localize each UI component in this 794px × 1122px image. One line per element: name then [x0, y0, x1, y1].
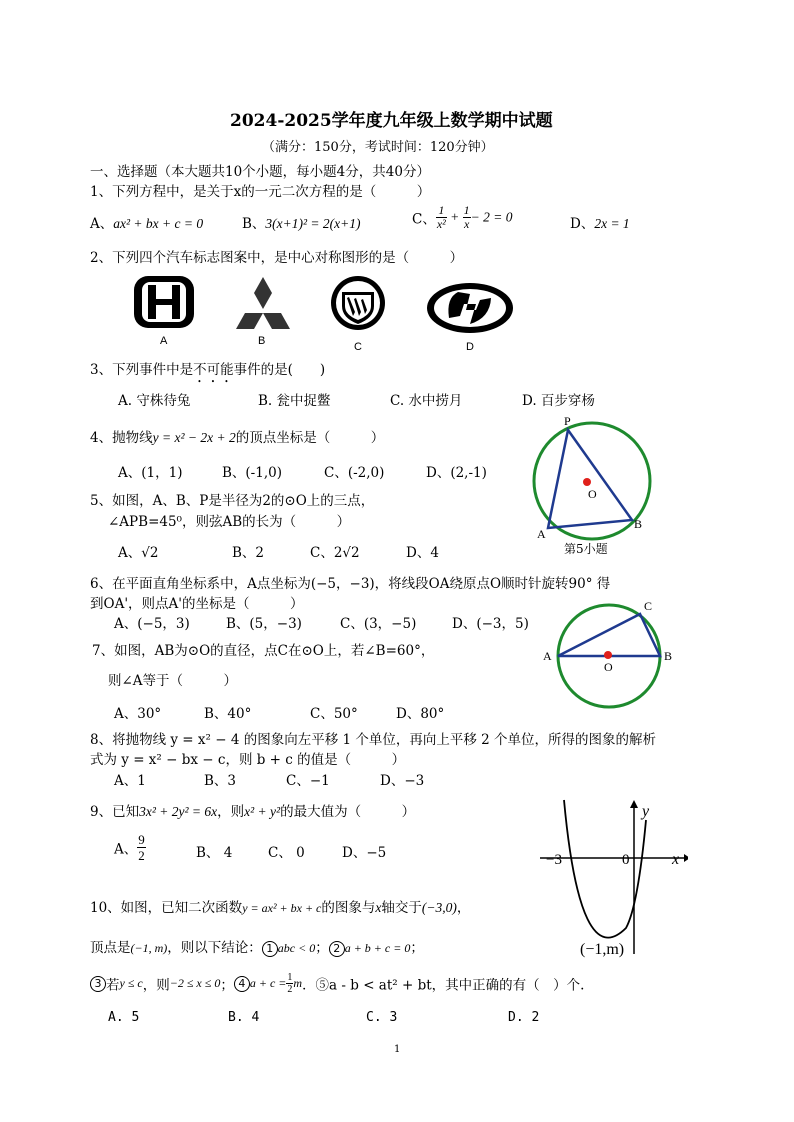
logo-label-c: C — [354, 341, 362, 353]
fig10-label-y: y — [642, 803, 650, 820]
fig5-caption: 第5小题 — [564, 542, 608, 556]
q10-conclusion-3-expr1: y ≤ c — [119, 976, 143, 990]
q10-conclusion-4-after: m — [293, 976, 303, 990]
q10-line1-end: ， — [456, 900, 471, 916]
q6-option-c: C、(3，−5) — [340, 616, 417, 632]
q10-sep-2: ； — [410, 940, 424, 956]
q1-stem: 1、下列方程中，是关于x的一元二次方程的是（ ） — [90, 184, 431, 200]
q4-expr: y = x² − 2x + 2 — [152, 430, 236, 445]
page-title: 2024-2025学年度九年级上数学期中试题 — [230, 111, 553, 131]
q1-option-b-prefix: B、 — [242, 216, 266, 232]
fig7-label-b: B — [664, 649, 673, 663]
fig5-label-p: P — [564, 414, 571, 428]
q9-option-a-prefix: A、 — [114, 841, 138, 858]
fig5-circle — [534, 423, 650, 539]
q6-option-b: B、(5，−3) — [226, 616, 302, 632]
q1-option-b — [242, 212, 361, 232]
q9-option-b: B、 4 — [196, 845, 233, 861]
q5-line2: ∠APB=45⁰，则弦AB的长为（ ） — [108, 514, 351, 530]
q3-option-d: D. 百步穿杨 — [522, 393, 595, 409]
q10-line1-x: x — [375, 900, 382, 915]
q1-option-c-tail: − 2 = 0 — [470, 209, 513, 225]
q9-option-c: C、 0 — [268, 845, 305, 861]
logo-label-a: A — [160, 335, 168, 347]
fig7-label-o: O — [604, 660, 613, 674]
q9-stem-after: 的最大值为（ ） — [280, 804, 416, 820]
q10-line3 — [90, 972, 584, 995]
q10-line1-before: 10、如图，已知二次函数 — [90, 900, 243, 916]
q10-conclusion-2-marker: 2 — [329, 941, 345, 957]
fig10-label-neg3: −3 — [546, 852, 562, 868]
q6-line1: 6、在平面直角坐标系中，A点坐标为(−5，−3)，将线段OA绕原点O顺时针旋转90° 得 — [90, 576, 611, 592]
q10-conclusion-4-frac-den: 2 — [287, 984, 293, 995]
q4-option-d: D、(2,-1) — [426, 465, 487, 481]
q6-line2: 到OA'，则点A'的坐标是（ ） — [90, 596, 304, 612]
q7-option-c: C、50° — [310, 706, 358, 722]
q1-option-c-prefix: C、 — [412, 211, 436, 228]
fig5-center-dot — [583, 478, 591, 486]
q8-line2: 式为 y = x² − bx − c，则 b + c 的值是（ ） — [90, 752, 406, 768]
fig7-center-dot — [604, 651, 612, 659]
q6-option-a: A、(−5，3) — [114, 616, 190, 632]
page-subtitle: （满分：150分，考试时间：120分钟） — [262, 140, 494, 155]
fig7-label-a: A — [543, 649, 552, 663]
q3-option-b: B. 瓮中捉鳖 — [258, 393, 331, 409]
q1-option-a-expr: ax² + bx + c = 0 — [113, 216, 204, 231]
logo-label-d: D — [466, 341, 474, 353]
figure-q5 — [528, 412, 658, 542]
figure-q7 — [540, 596, 680, 712]
q4-stem-after: 的顶点坐标是（ ） — [235, 430, 385, 446]
logo-hyundai-icon — [424, 280, 516, 336]
fig5-triangle — [548, 430, 632, 528]
q7-option-a: A、30° — [114, 706, 162, 722]
q5-option-a: A、√2 — [118, 545, 159, 561]
q8-option-d: D、−3 — [380, 773, 425, 789]
q8-option-b: B、3 — [204, 773, 237, 789]
q3-option-c: C. 水中捞月 — [390, 393, 463, 409]
q9-mid: ，则 — [217, 804, 245, 820]
q5-line1: 5、如图，A、B、P是半径为2的⊙O上的三点， — [90, 493, 375, 509]
q10-option-a: A. 5 — [108, 1010, 140, 1025]
q1-options — [90, 212, 203, 232]
q9-expr1: 3x² + 2y² = 6x — [139, 804, 218, 819]
q9-stem — [90, 800, 415, 820]
q1-option-d — [570, 212, 630, 232]
q7-option-b: B、40° — [204, 706, 252, 722]
logo-mitsubishi-icon — [228, 275, 298, 333]
q1-option-c-frac2: $\frac{1}{x}$ — [463, 203, 470, 231]
fig5-label-a: A — [537, 527, 546, 541]
q7-option-d: D、80° — [396, 706, 445, 722]
fig7-label-c: C — [644, 599, 653, 613]
q10-conclusion-4-frac-num: 1 — [287, 972, 293, 983]
q10-conclusion-3-mid: ，则 — [142, 977, 170, 994]
q1-option-c-frac1: $\frac{1}{\text{x²}}$ — [436, 203, 446, 231]
fig5-label-o: O — [588, 487, 597, 501]
q7-line2: 则∠A等于（ ） — [108, 673, 238, 689]
q8-option-a: A、1 — [114, 773, 146, 789]
q2-stem: 2、下列四个汽车标志图案中，是中心对称图形的是（ ） — [90, 250, 464, 266]
q10-line1 — [90, 896, 470, 916]
q10-conclusion-3-expr2: −2 ≤ x ≤ 0 — [169, 976, 221, 990]
q8-line1: 8、将抛物线 y = x² − 4 的图象向左平移 1 个单位，再向上平移 2 个单位，所得的图象的解析 — [90, 732, 657, 748]
q10-conclusion-2: a + b + c = 0 — [344, 941, 411, 955]
q5-option-b: B、2 — [232, 545, 265, 561]
q3-stem-after: 事件的是( ) — [233, 362, 326, 378]
q4-stem — [90, 426, 384, 446]
q8-option-c: C、−1 — [286, 773, 330, 789]
q9-option-a-den: 2 — [138, 848, 145, 863]
q10-line2 — [90, 936, 424, 957]
fig10-x-arrow-icon — [684, 854, 688, 862]
q10-line2-mid: ，则以下结论： — [167, 940, 262, 956]
q7-line1: 7、如图，AB为⊙O的直径，点C在⊙O上，若∠B=60°， — [92, 643, 435, 659]
q10-conclusion-1-marker: 1 — [262, 941, 278, 957]
fig10-label-zero: 0 — [622, 852, 630, 868]
q10-line1-after: 轴交于 — [381, 900, 422, 916]
page-number: 1 — [394, 1044, 401, 1055]
q9-stem-before: 9、已知 — [90, 804, 140, 820]
q4-option-b: B、(-1,0) — [222, 465, 282, 481]
q3-stem — [90, 358, 325, 386]
q10-conclusion-4-marker: 4 — [234, 976, 250, 992]
q4-option-c: C、(-2,0) — [324, 465, 385, 481]
q10-conclusion-1: abc < 0 — [277, 941, 316, 955]
q3-stem-emphasis: 不可能 — [193, 362, 234, 378]
q9-option-a-frac — [137, 832, 146, 863]
q10-conclusion-3-text: 若 — [106, 977, 120, 994]
q3-stem-before: 3、下列事件中是 — [90, 362, 194, 378]
q5-option-c: C、2√2 — [310, 545, 360, 561]
q10-line2-point: (−1, m) — [130, 941, 168, 955]
q10-option-b: B. 4 — [228, 1010, 260, 1025]
q4-option-a: A、(1，1) — [118, 465, 183, 481]
q9-option-d: D、−5 — [342, 845, 387, 861]
logo-label-b: B — [258, 335, 266, 347]
q4-stem-before: 4、抛物线 — [90, 430, 153, 446]
fig10-label-vertex: (−1,m) — [580, 941, 625, 958]
logo-honda-icon — [130, 272, 200, 334]
q10-conclusion-4-before: a + c = — [249, 976, 287, 990]
q10-line2-before: 顶点是 — [90, 940, 131, 956]
q5-option-d: D、4 — [406, 545, 439, 561]
q1-option-c: C、 $\frac{1}{\text{x²}}$ + $\frac{1}{x}$ − 2 = 0 — [412, 203, 513, 231]
q10-sep-1: ； — [315, 940, 329, 956]
fig10-y-arrow-icon — [630, 800, 638, 808]
figure-q10 — [538, 796, 688, 960]
q10-conclusion-5: ．⑤a - b < at² + bt，其中正确的有（ ）个. — [302, 977, 585, 994]
q10-option-d: D. 2 — [508, 1010, 540, 1025]
q9-option-a — [114, 832, 146, 863]
q10-line1-expr: y = ax² + bx + c — [242, 901, 322, 915]
q9-expr2: x² + y² — [244, 804, 281, 819]
q1-option-a-prefix: A、 — [90, 216, 114, 232]
fig5-label-b: B — [634, 517, 643, 531]
q6-option-d: D、(−3，5) — [452, 616, 529, 632]
section-heading: 一、选择题（本大题共10个小题，每小题4分，共40分） — [90, 164, 430, 180]
q3-option-a: A. 守株待兔 — [118, 393, 191, 409]
q10-conclusion-3-marker: 3 — [90, 976, 106, 992]
q1-option-b-expr: 3(x+1)² = 2(x+1) — [265, 216, 361, 231]
q10-line1-point: (−3,0) — [421, 900, 457, 915]
q1-option-d-prefix: D、 — [570, 216, 595, 232]
q9-option-a-num: 9 — [138, 832, 145, 847]
q1-option-d-expr: 2x = 1 — [594, 216, 630, 231]
logo-buick-icon — [328, 272, 388, 334]
fig10-label-x: x — [672, 851, 680, 868]
q10-line1-mid: 的图象与 — [321, 900, 376, 916]
q10-sep-3: ； — [220, 977, 234, 994]
q10-option-c: C. 3 — [366, 1010, 398, 1025]
